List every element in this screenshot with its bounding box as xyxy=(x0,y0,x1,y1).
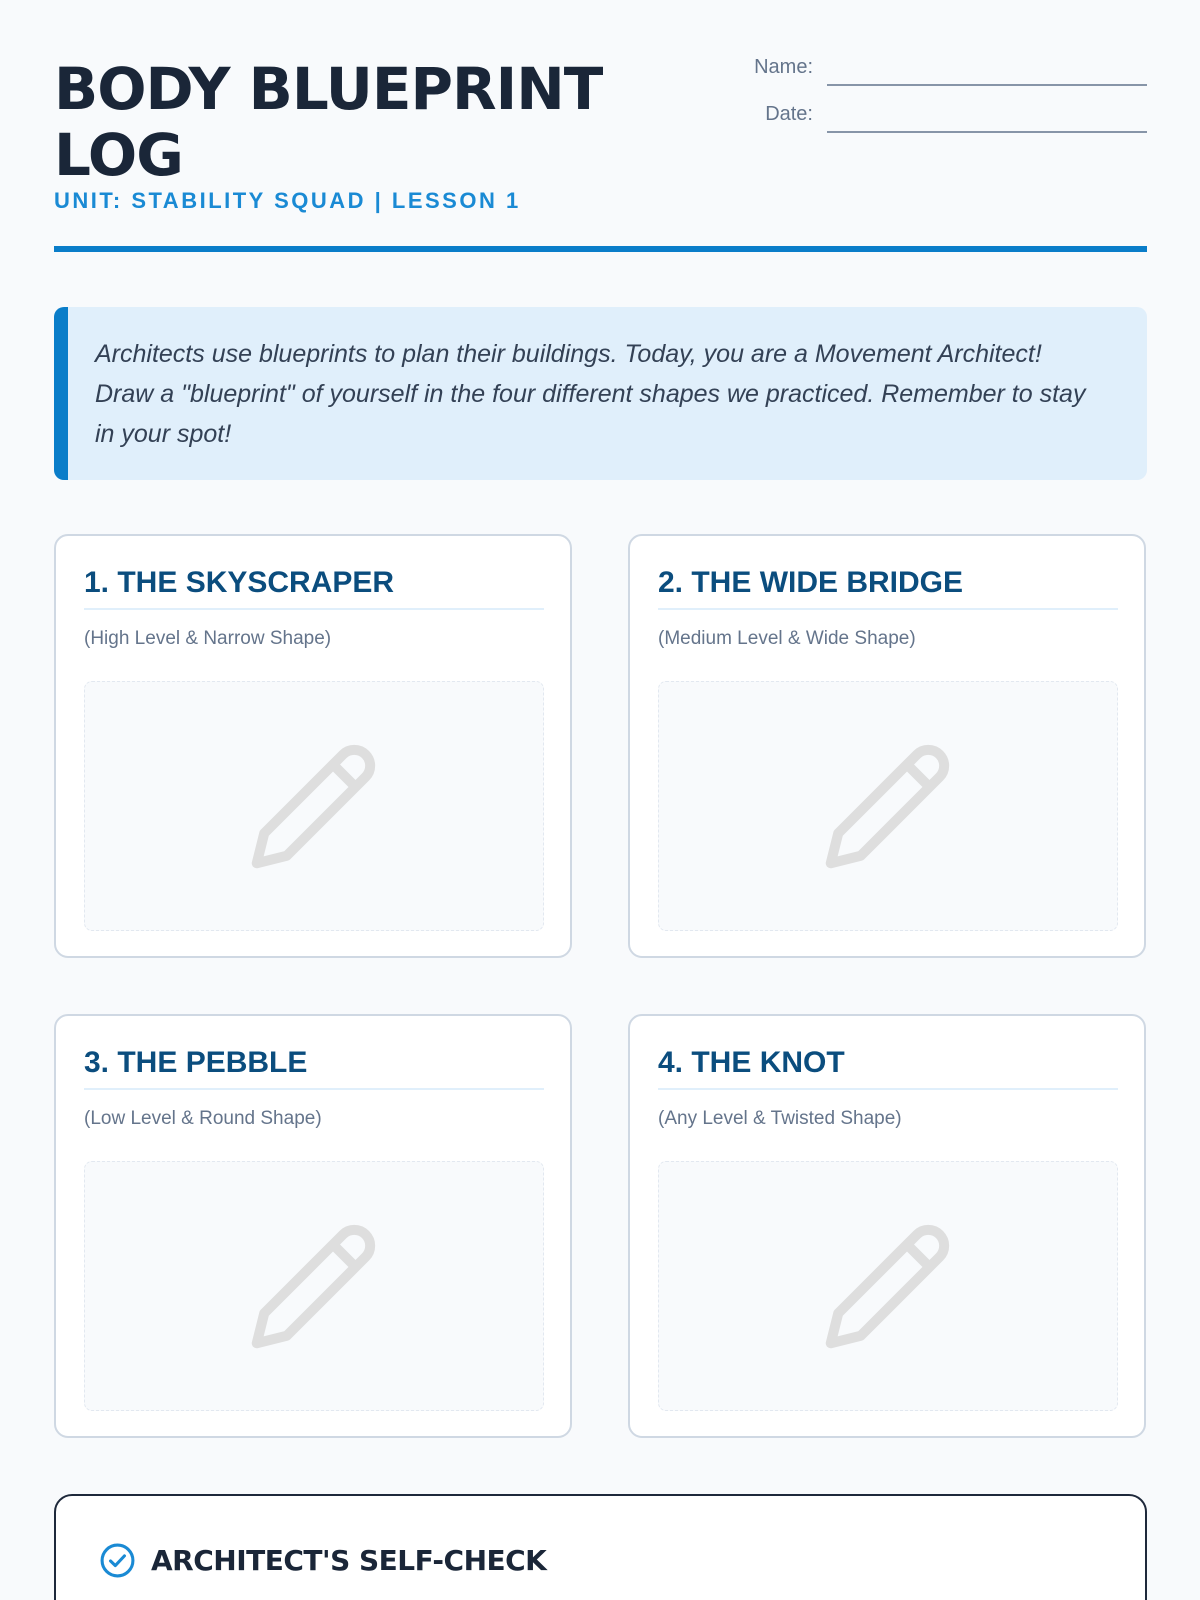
check-circle-icon xyxy=(99,1542,136,1579)
pencil-icon xyxy=(812,1212,962,1362)
self-check-title: ARCHITECT'S SELF-CHECK xyxy=(151,1544,547,1577)
card-subtitle: (Medium Level & Wide Shape) xyxy=(658,628,916,649)
drawing-area[interactable] xyxy=(658,681,1118,931)
student-fields xyxy=(727,56,1147,150)
card-subtitle: (Any Level & Twisted Shape) xyxy=(658,1108,902,1129)
card-subtitle: (High Level & Narrow Shape) xyxy=(84,628,332,649)
card-title: 2. THE WIDE BRIDGE xyxy=(658,566,1118,610)
pencil-icon xyxy=(812,732,962,882)
drawing-area[interactable] xyxy=(658,1161,1118,1411)
self-check-panel xyxy=(54,1494,1147,1600)
name-label: Name: xyxy=(754,56,813,78)
drawing-area[interactable] xyxy=(84,1161,544,1411)
date-field xyxy=(727,103,1147,150)
card-title: 3. THE PEBBLE xyxy=(84,1046,544,1090)
date-line[interactable] xyxy=(827,131,1147,133)
worksheet-page xyxy=(54,0,1147,1600)
card-knot xyxy=(628,1014,1146,1438)
page-title: BODY BLUEPRINT LOG xyxy=(54,55,603,189)
unit-subtitle: UNIT: STABILITY SQUAD | LESSON 1 xyxy=(54,188,521,213)
name-line[interactable] xyxy=(827,84,1147,86)
header-divider xyxy=(54,246,1147,252)
card-wide-bridge xyxy=(628,534,1146,958)
card-title: 4. THE KNOT xyxy=(658,1046,1118,1090)
drawing-area[interactable] xyxy=(84,681,544,931)
intro-callout xyxy=(54,307,1147,480)
card-skyscraper xyxy=(54,534,572,958)
header xyxy=(54,56,1147,256)
card-title: 1. THE SKYSCRAPER xyxy=(84,566,544,610)
card-pebble xyxy=(54,1014,572,1438)
intro-text: Architects use blueprints to plan their buildings. Today, you are a Movement Architect! Draw a "blueprint" of yourself in the four different shapes we practiced. Remember to stay in your spot! xyxy=(95,340,1086,448)
pencil-icon xyxy=(238,732,388,882)
pencil-icon xyxy=(238,1212,388,1362)
card-subtitle: (Low Level & Round Shape) xyxy=(84,1108,322,1129)
intro-accent-bar xyxy=(54,307,68,480)
date-label: Date: xyxy=(765,103,813,125)
name-field xyxy=(727,56,1147,103)
